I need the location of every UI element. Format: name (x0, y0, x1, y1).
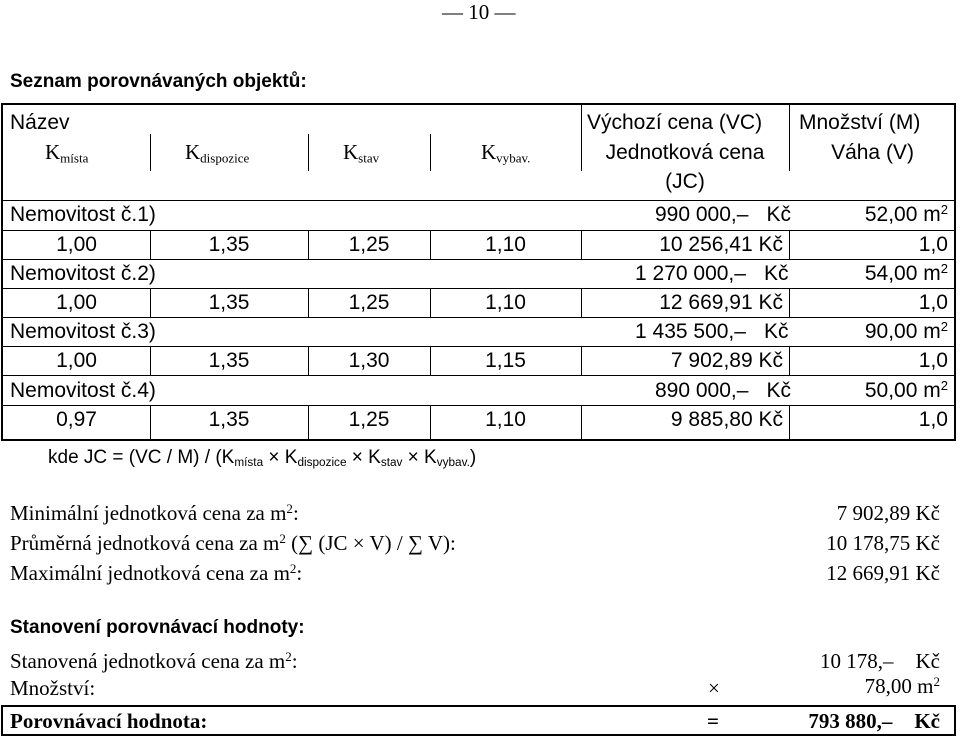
header-k-vybav: $K_{vybav.}$ (481, 140, 531, 166)
object-k-mista: 1,00 (56, 291, 97, 314)
unit-price-value: 10 178,– Kč (820, 649, 940, 673)
object-k-dispozice: 1,35 (208, 233, 250, 256)
section-title: Seznam porovnávaných objektů: (10, 71, 307, 92)
object-k-mista: 1,00 (56, 349, 97, 372)
object-k-stav: 1,25 (348, 233, 390, 256)
object-vc: 990 000,– Kč (655, 203, 791, 226)
quantity-label: Množství: (10, 676, 96, 700)
object-vc: 1 270 000,– Kč (635, 262, 789, 285)
quantity-value: 78,00 $m^2$ (864, 673, 940, 698)
object-vc: 890 000,– Kč (655, 379, 791, 402)
object-k-mista: 1,00 (56, 233, 97, 256)
object-jc: 10 256,41 Kč (659, 233, 783, 256)
object-k-mista: 0,97 (56, 408, 97, 431)
max-price-value: 12 669,91 Kč (826, 561, 940, 585)
object-m: 52,00 $m^2$ (864, 201, 948, 226)
object-jc: 12 669,91 Kč (659, 291, 783, 314)
quantity-operator: × (708, 676, 720, 700)
object-name: Nemovitost č.3) (10, 320, 156, 343)
object-k-vybav: 1,10 (485, 233, 526, 256)
object-k-stav: 1,25 (348, 408, 390, 431)
header-name: Název (10, 111, 70, 134)
valuation-title: Stanovení porovnávací hodnoty: (10, 617, 305, 638)
object-k-dispozice: 1,35 (208, 349, 250, 372)
header-k-mista: $K_{místa}$ (45, 140, 89, 166)
header-k-dispozice: $K_{dispozice}$ (185, 140, 250, 166)
header-v: Váha (V) (831, 141, 914, 164)
object-k-stav: 1,25 (348, 291, 390, 314)
object-k-stav: 1,30 (348, 349, 390, 372)
max-price-label: Maximální jednotková cena za $m^2$: (10, 560, 303, 585)
object-k-vybav: 1,15 (485, 349, 526, 372)
object-k-vybav: 1,10 (485, 408, 526, 431)
object-k-dispozice: 1,35 (208, 408, 250, 431)
result-operator: = (707, 709, 719, 733)
header-vc: Výchozí cena (VC) (587, 111, 763, 134)
result-value: 793 880,– Kč (808, 709, 940, 733)
object-k-dispozice: 1,35 (208, 291, 250, 314)
object-name: Nemovitost č.2) (10, 262, 156, 285)
object-jc: 7 902,89 Kč (670, 349, 783, 372)
object-k-vybav: 1,10 (485, 291, 526, 314)
header-m: Množství (M) (799, 111, 921, 134)
formula: kde JC = $(VC / M) / (K_{místa} \times K_{dispozice} \times K_{stav} \times K_{vybav.})$ (48, 447, 477, 469)
header-jc-abbr: (JC) (665, 170, 705, 193)
object-m: 54,00 $m^2$ (864, 260, 948, 285)
page-number: — 10 — (442, 0, 516, 24)
object-vc: 1 435 500,– Kč (635, 320, 789, 343)
object-v: 1,0 (918, 291, 948, 314)
object-m: 90,00 $m^2$ (864, 318, 948, 343)
avg-price-value: 10 178,75 Kč (826, 531, 940, 555)
header-jc: Jednotková cena (605, 141, 765, 164)
object-name: Nemovitost č.4) (10, 379, 156, 402)
object-name: Nemovitost č.1) (10, 203, 156, 226)
unit-price-label: Stanovená jednotková cena za $m^2$: (10, 648, 298, 673)
object-v: 1,0 (918, 349, 948, 372)
min-price-label: Minimální jednotková cena za $m^2$: (10, 500, 299, 525)
avg-price-label: Průměrná jednotková cena za $m^2$ (∑ (JC × V) / ∑ V): (10, 530, 456, 555)
result-label: Porovnávací hodnota: (10, 709, 208, 733)
object-jc: 9 885,80 Kč (670, 408, 783, 431)
object-v: 1,0 (918, 233, 948, 256)
object-v: 1,0 (918, 408, 948, 431)
comparison-table (1, 103, 956, 441)
object-m: 50,00 $m^2$ (864, 377, 948, 402)
header-k-stav: $K_{stav}$ (343, 140, 380, 166)
min-price-value: 7 902,89 Kč (836, 501, 940, 525)
